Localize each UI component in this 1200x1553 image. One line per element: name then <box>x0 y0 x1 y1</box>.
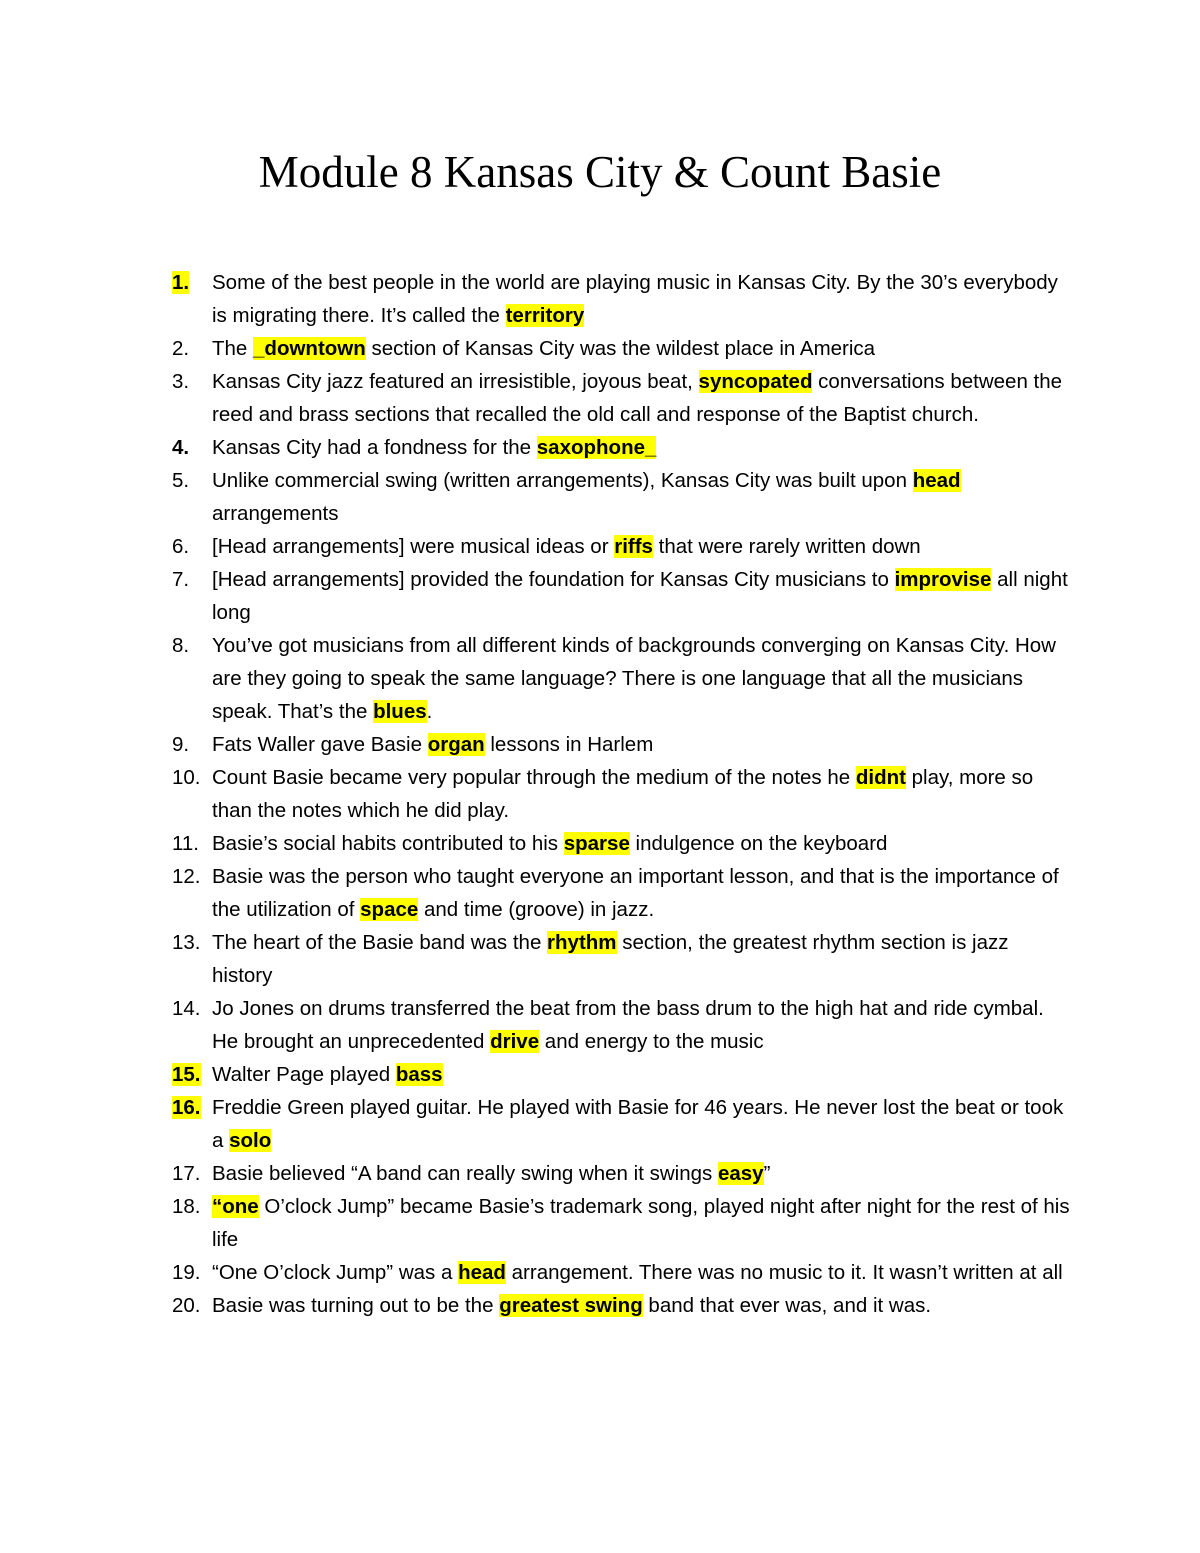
item-text-segment: section, the greatest rhythm section is jazz history <box>212 931 1009 987</box>
item-number: 17. <box>172 1162 201 1185</box>
item-number: 12. <box>172 865 201 888</box>
item-text <box>212 1195 1070 1251</box>
answer-highlight: sparse <box>563 832 630 855</box>
item-number: 16. <box>172 1096 201 1119</box>
item-text-segment: Jo Jones on drums transferred the beat from the bass drum to the high hat and ride cymbal. He brought an unprecedented <box>212 997 1044 1053</box>
item-text-segment: Kansas City jazz featured an irresistible, joyous beat, <box>212 370 699 393</box>
item-number: 4. <box>172 436 190 459</box>
answer-highlight: improvise <box>894 568 992 591</box>
item-text-segment: Unlike commercial swing (written arrangements), Kansas City was built upon <box>212 469 913 492</box>
list-item <box>172 1256 1072 1289</box>
item-text-segment: that were rarely written down <box>652 535 921 558</box>
item-text <box>212 1063 443 1086</box>
item-text-segment: play, more so than the notes which he did play. <box>212 766 1034 822</box>
answer-highlight: syncopated <box>698 370 813 393</box>
item-number: 20. <box>172 1294 201 1317</box>
item-text <box>212 733 653 756</box>
item-text-segment: Basie believed “A band can really swing when it swings <box>212 1162 718 1185</box>
item-text-segment: The <box>212 337 254 360</box>
item-text-segment: and time (groove) in jazz. <box>418 898 655 921</box>
answer-highlight: head <box>912 469 961 492</box>
item-text-segment: Count Basie became very popular through the medium of the notes he <box>212 766 856 789</box>
answer-highlight: easy <box>717 1162 764 1185</box>
list-item <box>172 365 1072 431</box>
list-item <box>172 629 1072 728</box>
item-text <box>212 1261 1063 1284</box>
answer-highlight: blues <box>373 700 427 723</box>
item-text-segment: Some of the best people in the world are playing music in Kansas City. By the 30’s everybody is migrating there. It’s called the <box>212 271 1058 327</box>
answer-highlight: space <box>360 898 419 921</box>
item-text-segment: “One O’clock Jump” was a <box>212 1261 459 1284</box>
answer-highlight: drive <box>490 1030 540 1053</box>
item-number: 11. <box>172 832 199 855</box>
item-text-segment: Kansas City had a fondness for the <box>212 436 537 459</box>
item-text-segment: Basie was the person who taught everyone an important lesson, and that is the importance of the utilization of <box>212 865 1059 921</box>
item-number: 2. <box>172 337 190 360</box>
item-text-segment: section of Kansas City was the wildest place in America <box>365 337 876 360</box>
item-text <box>212 766 1033 822</box>
item-text <box>212 469 961 525</box>
list-item <box>172 827 1072 860</box>
answer-highlight: bass <box>395 1063 443 1086</box>
item-number: 6. <box>172 535 190 558</box>
list-item <box>172 332 1072 365</box>
list-item <box>172 728 1072 761</box>
document-title: Module 8 Kansas City & Count Basie <box>258 147 942 197</box>
answer-highlight: “one <box>212 1195 259 1218</box>
list-item <box>172 1058 1072 1091</box>
item-text-segment: O’clock Jump” became Basie’s trademark song, played night after night for the rest of his life <box>212 1195 1070 1251</box>
item-text-segment: . <box>426 700 433 723</box>
list-item <box>172 1289 1072 1322</box>
list-item <box>172 1157 1072 1190</box>
answer-highlight: rhythm <box>547 931 617 954</box>
item-text <box>212 931 1008 987</box>
list-item <box>172 761 1072 827</box>
item-text <box>212 1096 1063 1152</box>
answer-highlight: riffs <box>614 535 653 558</box>
item-text-segment: and energy to the music <box>539 1030 764 1053</box>
item-text-segment: Fats Waller gave Basie <box>212 733 428 756</box>
item-text-segment: Basie’s social habits contributed to his <box>212 832 564 855</box>
list-item <box>172 1190 1072 1256</box>
item-number: 8. <box>172 634 190 657</box>
item-text-segment: conversations between the reed and brass sections that recalled the old call and response of the Baptist church. <box>212 370 1063 426</box>
item-text-segment: arrangement. There was no music to it. It wasn’t written at all <box>505 1261 1063 1284</box>
item-text <box>212 997 1044 1053</box>
list-item <box>172 431 1072 464</box>
item-number: 19. <box>172 1261 201 1284</box>
item-text-segment: ” <box>763 1162 771 1185</box>
item-text-segment: Walter Page played <box>212 1063 396 1086</box>
item-text <box>212 832 887 855</box>
item-number: 9. <box>172 733 190 756</box>
item-text <box>212 337 875 360</box>
item-text <box>212 370 1062 426</box>
answer-highlight: organ <box>427 733 485 756</box>
item-number: 18. <box>172 1195 201 1218</box>
answer-highlight: didnt <box>855 766 906 789</box>
item-text <box>212 535 921 558</box>
item-text-segment: Basie was turning out to be the <box>212 1294 500 1317</box>
item-text <box>212 271 1058 327</box>
item-text-segment: The heart of the Basie band was the <box>212 931 548 954</box>
item-text-segment: You’ve got musicians from all different kinds of backgrounds converging on Kansas City. How are they going to speak the same language? There is one language that all the musicians speak. That’s the <box>212 634 1056 723</box>
item-text <box>212 1162 770 1185</box>
list-item <box>172 926 1072 992</box>
item-text-segment: band that ever was, and it was. <box>642 1294 932 1317</box>
item-text-segment: indulgence on the keyboard <box>629 832 888 855</box>
list-item <box>172 563 1072 629</box>
item-number: 15. <box>172 1063 201 1086</box>
item-text <box>212 634 1056 723</box>
answer-highlight: territory <box>505 304 585 327</box>
answer-highlight: greatest swing <box>499 1294 643 1317</box>
answer-highlight: head <box>458 1261 506 1284</box>
item-text <box>212 568 1068 624</box>
list-item <box>172 266 1072 332</box>
list-item <box>172 860 1072 926</box>
item-text-segment: Freddie Green played guitar. He played with Basie for 46 years. He never lost the beat or took a <box>212 1096 1064 1152</box>
item-text-segment: [Head arrangements] provided the foundation for Kansas City musicians to <box>212 568 895 591</box>
item-text-segment: [Head arrangements] were musical ideas or <box>212 535 615 558</box>
item-number: 10. <box>172 766 201 789</box>
item-number: 7. <box>172 568 190 591</box>
item-text <box>212 865 1059 921</box>
question-list <box>172 266 1072 1322</box>
item-text <box>212 436 656 459</box>
answer-highlight: _downtown <box>253 337 366 360</box>
item-number: 5. <box>172 469 190 492</box>
item-text <box>212 1294 931 1317</box>
item-number: 13. <box>172 931 201 954</box>
item-text-segment: all night long <box>212 568 1068 624</box>
item-number: 14. <box>172 997 201 1020</box>
item-number: 3. <box>172 370 190 393</box>
item-text-segment: lessons in Harlem <box>484 733 654 756</box>
list-item <box>172 464 1072 530</box>
answer-highlight: solo <box>229 1129 272 1152</box>
item-number: 1. <box>172 271 190 294</box>
list-item <box>172 992 1072 1058</box>
list-item <box>172 530 1072 563</box>
list-item <box>172 1091 1072 1157</box>
answer-highlight: saxophone_ <box>536 436 657 459</box>
item-text-segment: arrangements <box>212 502 339 525</box>
